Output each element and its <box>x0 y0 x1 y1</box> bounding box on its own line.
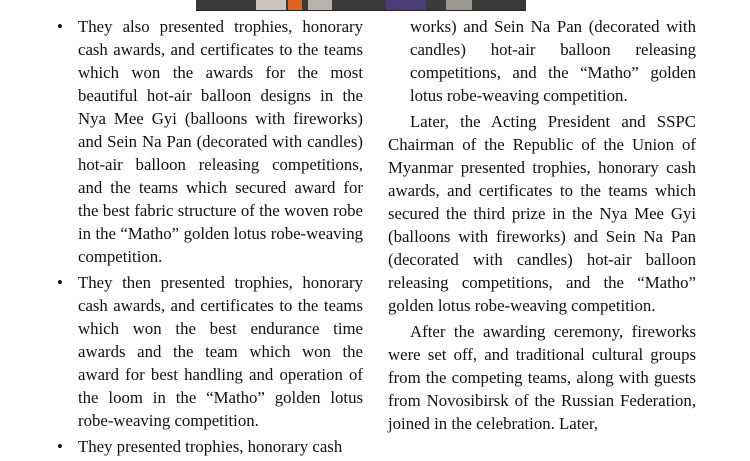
photo-fragment <box>308 0 332 10</box>
photo-fragment <box>446 0 472 10</box>
right-column <box>388 15 696 438</box>
bullet-list <box>50 15 363 458</box>
bullet-item <box>50 435 363 458</box>
bullet-icon: • <box>57 437 63 456</box>
bullet-text: They also presented trophies, honorary cash awards, and certificates to the teams which won the awards for the most beautiful hot-air balloon designs in the Nya Mee Gyi (balloons with fireworks) and Sein Na Pan (decorated with candles) hot-air balloon releasing competitions, and the teams which secured award for the best fabric structure of the woven robe in the “Matho” golden lotus robe-weaving competition. <box>78 17 363 266</box>
left-column <box>50 15 363 461</box>
paragraph: After the awarding ceremony, fireworks were set off, and traditional cultural groups from the competing teams, along with guests from Novosibirsk of the Russian Federation, joined in the celebration. Later, <box>388 322 696 433</box>
bullet-text: They presented trophies, honorary cash <box>78 437 343 456</box>
bullet-icon: • <box>57 273 63 292</box>
bullet-icon: • <box>57 17 63 36</box>
bullet-item <box>50 15 363 268</box>
photo-fragment <box>256 0 286 10</box>
top-photo-edge <box>196 0 526 11</box>
bullet-text: They then presented trophies, honorary cash awards, and certificates to the teams which won the best endurance time awards and the team which won the award for best handling and operation of the loom in the “Matho” golden lotus robe-weaving competition. <box>78 273 363 430</box>
photo-fragment <box>386 0 426 10</box>
continued-bullet-text: works) and Sein Na Pan (decorated with candles) hot-air balloon releasing competitions, and the “Matho” golden lotus robe-weaving competition. <box>410 17 696 105</box>
photo-fragment <box>288 0 302 10</box>
bullet-item <box>50 271 363 432</box>
paragraph: Later, the Acting President and SSPC Chairman of the Republic of the Union of Myanmar presented trophies, honorary cash awards, and certificates to the teams which secured the third prize in the Nya Mee Gyi (balloons with fireworks) and Sein Na Pan (decorated with candles) hot-air balloon releasing competitions, and the “Matho” golden lotus robe-weaving competition. <box>388 112 696 315</box>
